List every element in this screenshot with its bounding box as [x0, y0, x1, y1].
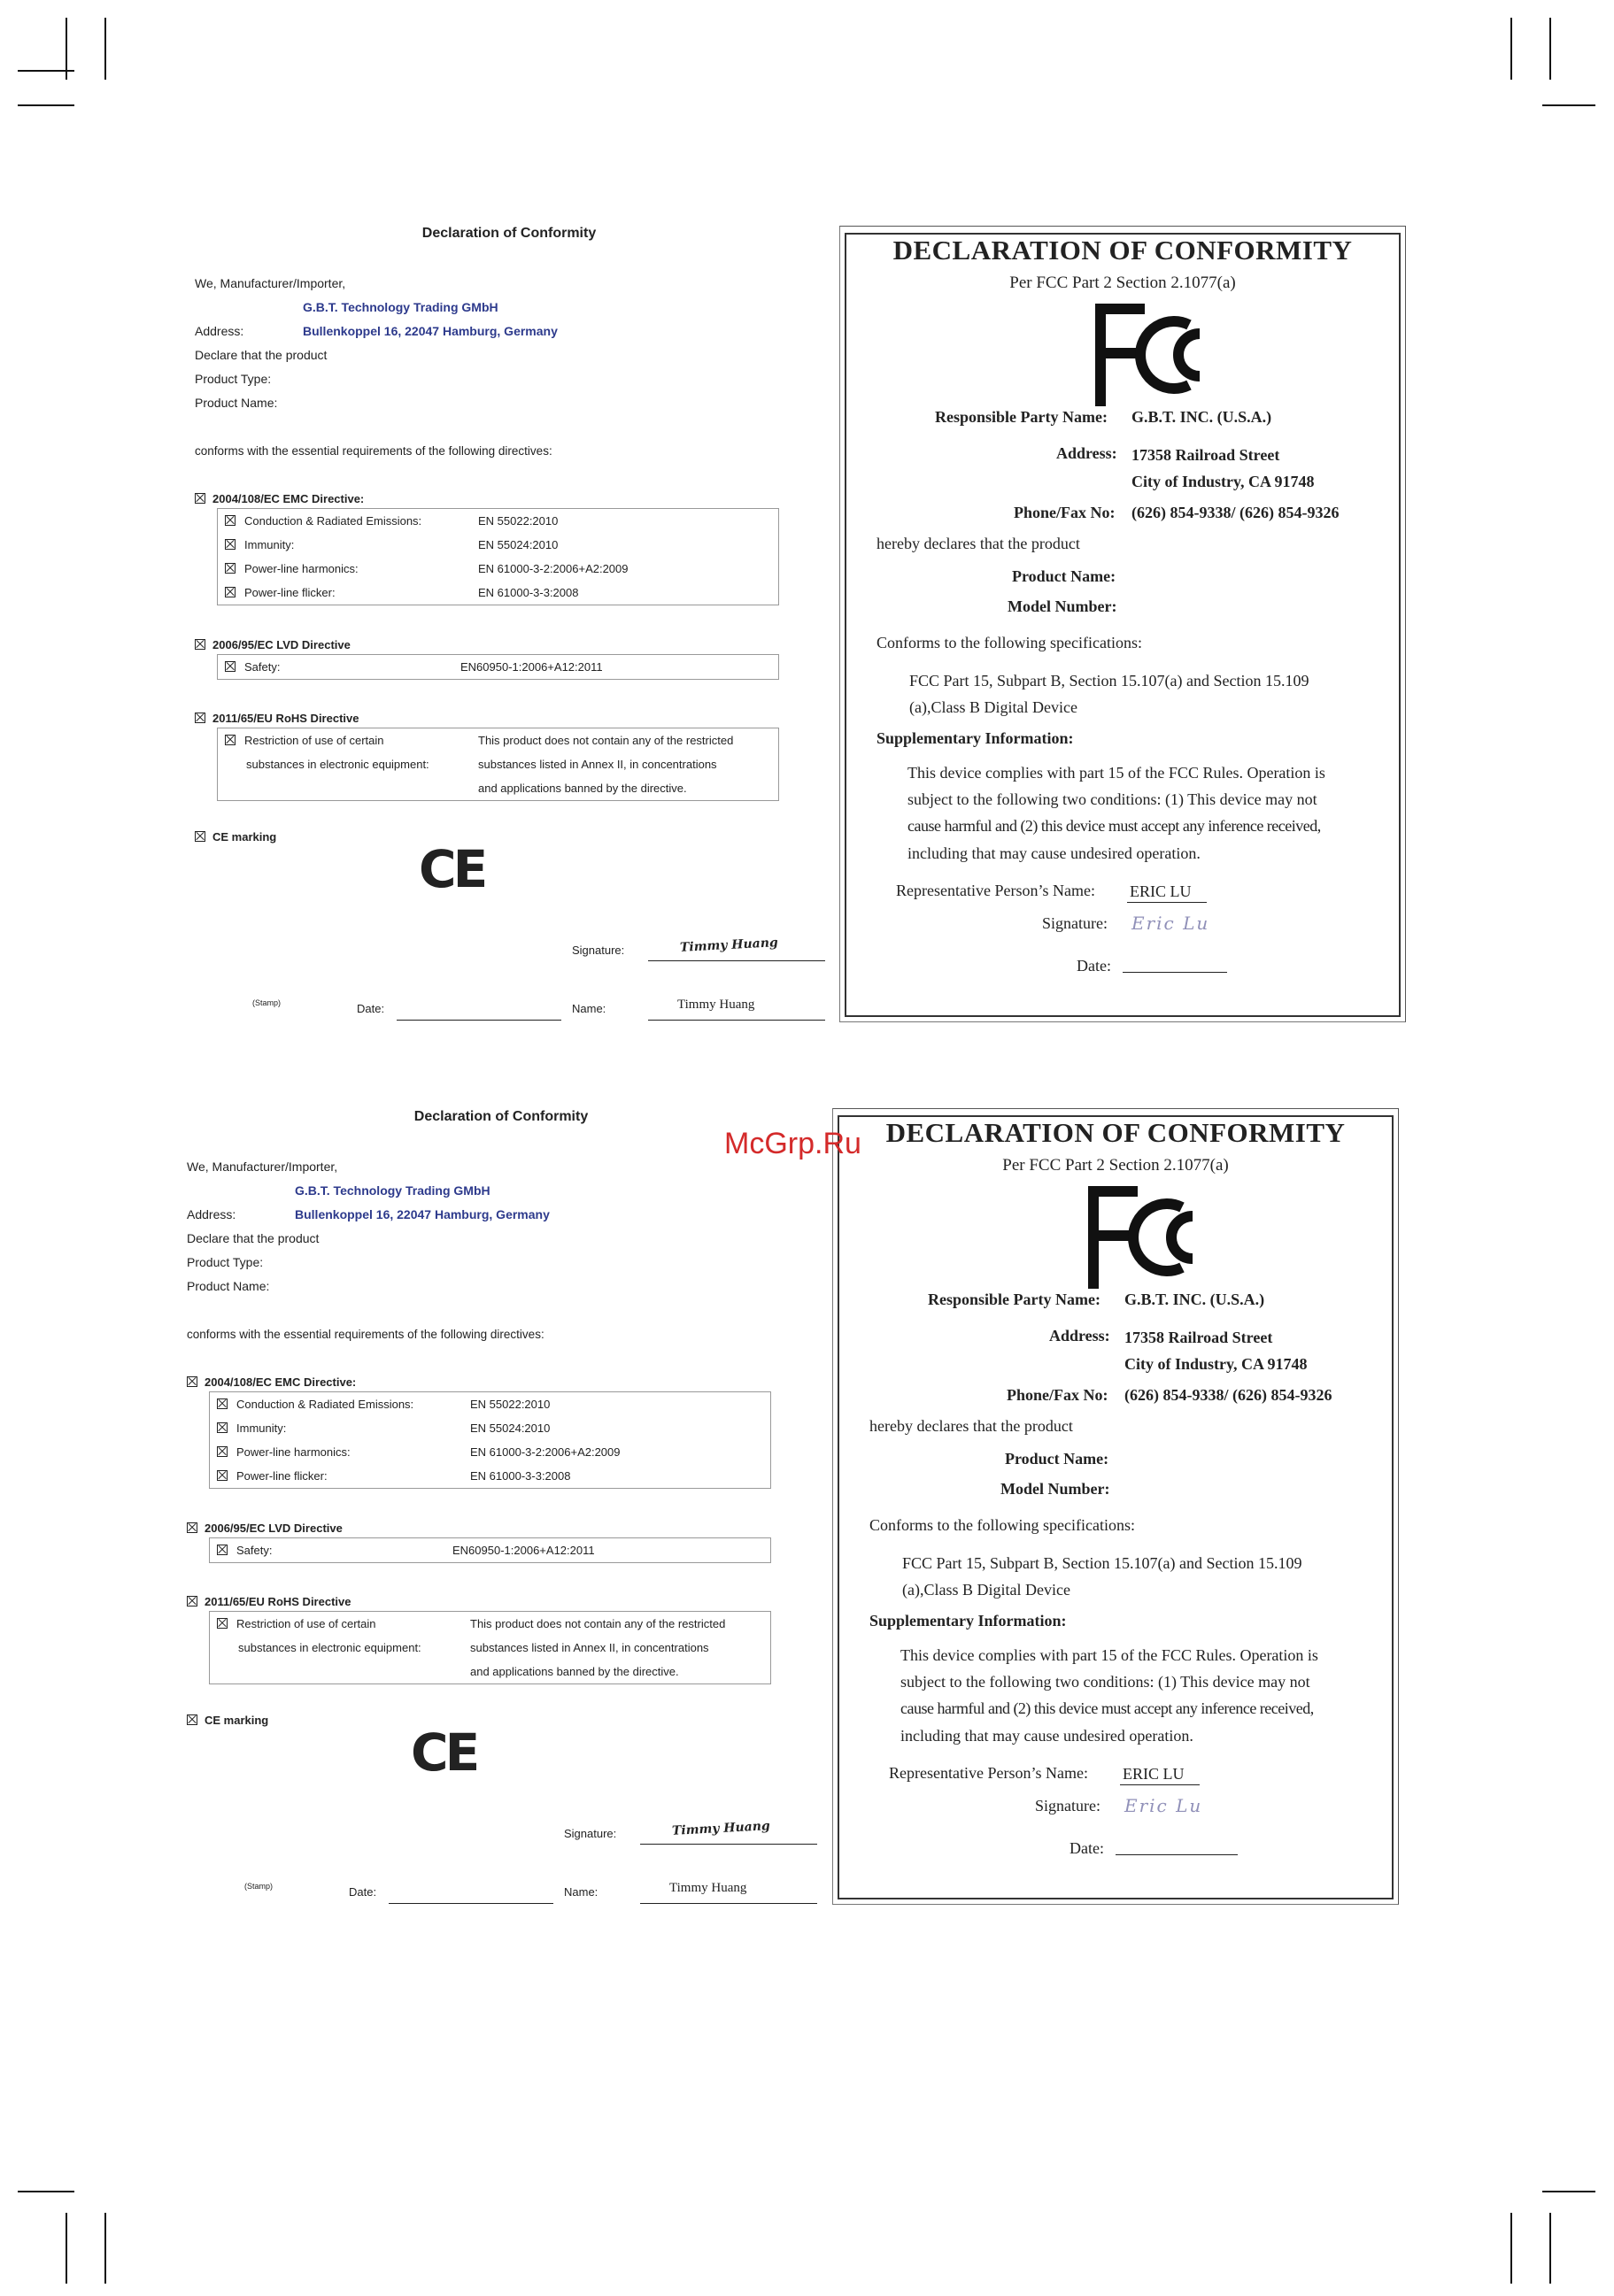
fcc-spec-2: (a),Class B Digital Device	[902, 1581, 1070, 1599]
eu-product-name: Product Name:	[195, 396, 278, 410]
fcc-spec-1: FCC Part 15, Subpart B, Section 15.107(a) and Section 15.109	[902, 1554, 1302, 1572]
crop-mark	[104, 2213, 106, 2284]
checkbox-checked-icon	[187, 1522, 197, 1533]
signature-line	[648, 943, 825, 961]
checkbox-checked-icon	[225, 661, 236, 672]
ce-marking: CE marking	[195, 825, 276, 849]
date-label: Date:	[349, 1885, 377, 1899]
fcc-responsible-label: Responsible Party Name:	[928, 1291, 1100, 1308]
watermark: McGrp.Ru	[724, 1127, 861, 1160]
fcc-para-2: subject to the following two conditions: (1) This device may not	[907, 790, 1317, 808]
stamp-label: (Stamp)	[252, 998, 282, 1007]
fcc-hereby: hereby declares that the product	[877, 535, 1080, 552]
fcc-conforms: Conforms to the following specifications:	[877, 634, 1142, 651]
crop-mark	[1542, 104, 1595, 106]
fcc-address-line2: City of Industry, CA 91748	[1124, 1355, 1308, 1373]
checkbox-checked-icon	[217, 1618, 228, 1629]
checkbox-checked-icon	[217, 1422, 228, 1433]
fcc-para-1: This device complies with part 15 of the FCC Rules. Operation is	[900, 1646, 1318, 1664]
checkbox-checked-icon	[225, 539, 236, 550]
checkbox-checked-icon	[217, 1470, 228, 1481]
signature-label: Signature:	[572, 944, 625, 957]
table-row: Power-line harmonics: EN 61000-3-2:2006+A2:2009	[218, 557, 778, 581]
rohs-table	[217, 728, 779, 801]
fcc-para-2: subject to the following two conditions: (1) This device may not	[900, 1673, 1310, 1691]
checkbox-checked-icon	[195, 831, 205, 842]
eu-declare: Declare that the product	[187, 1231, 320, 1245]
fcc-signature-label: Signature:	[1042, 914, 1108, 932]
fcc-rep-value: ERIC LU	[1123, 1765, 1185, 1783]
fcc-para-1: This device complies with part 15 of the FCC Rules. Operation is	[907, 764, 1325, 782]
eu-address-value: Bullenkoppel 16, 22047 Hamburg, Germany	[303, 324, 558, 338]
fcc-address-label: Address:	[1049, 1327, 1110, 1344]
table-row: Power-line flicker: EN 61000-3-3:2008	[210, 1464, 770, 1488]
fcc-para-3: cause harmful and (2) this device must accept any inference received,	[900, 1699, 1314, 1717]
fcc-phone-label: Phone/Fax No:	[1007, 1386, 1108, 1404]
fcc-responsible-label: Responsible Party Name:	[935, 408, 1108, 426]
checkbox-checked-icon	[195, 639, 205, 650]
crop-mark	[1510, 2213, 1512, 2284]
date-line	[397, 1002, 561, 1021]
name-value: Timmy Huang	[677, 998, 755, 1012]
crop-mark	[18, 2191, 74, 2192]
fcc-declaration-top	[839, 226, 1406, 1022]
checkbox-checked-icon	[195, 713, 205, 723]
fcc-para-4: including that may cause undesired operation.	[907, 844, 1201, 862]
table-row: substances in electronic equipment: substances listed in Annex II, in concentrations	[238, 1641, 709, 1654]
fcc-spec-2: (a),Class B Digital Device	[909, 698, 1077, 716]
rohs-table	[209, 1611, 771, 1684]
crop-mark	[104, 18, 106, 80]
fcc-hereby: hereby declares that the product	[869, 1417, 1073, 1435]
signature-script: Timmy Huang	[679, 936, 779, 955]
ce-marking: CE marking	[187, 1708, 268, 1732]
signature-label: Signature:	[564, 1827, 617, 1840]
fcc-logo-icon	[1086, 1184, 1210, 1291]
eu-product-type: Product Type:	[187, 1255, 264, 1269]
lvd-table	[209, 1537, 771, 1563]
table-row: Conduction & Radiated Emissions: EN 55022:2010	[210, 1392, 770, 1416]
fcc-signature-script: Eric Lu	[1124, 1795, 1203, 1816]
eu-product-name: Product Name:	[187, 1279, 270, 1293]
fcc-date-line	[1116, 1854, 1238, 1855]
eu-address-label: Address:	[195, 324, 244, 338]
lvd-table	[217, 654, 779, 680]
date-line	[389, 1885, 553, 1904]
table-row: Safety: EN60950-1:2006+A12:2011	[210, 1538, 770, 1562]
fcc-logo-icon	[1093, 302, 1217, 408]
table-row: Immunity: EN 55024:2010	[210, 1416, 770, 1440]
checkbox-checked-icon	[195, 493, 205, 504]
fcc-responsible-value: G.B.T. INC. (U.S.A.)	[1131, 408, 1272, 426]
stamp-label: (Stamp)	[244, 1882, 274, 1891]
table-row: Restriction of use of certain This product does not contain any of the restricted	[210, 1612, 770, 1636]
fcc-para-3: cause harmful and (2) this device must accept any inference received,	[907, 817, 1321, 835]
fcc-subtitle: Per FCC Part 2 Section 2.1077(a)	[1002, 1156, 1229, 1175]
fcc-para-4: including that may cause undesired operation.	[900, 1727, 1193, 1745]
eu-declaration-bottom	[187, 1105, 824, 1919]
table-row: substances in electronic equipment: substances listed in Annex II, in concentrations	[246, 758, 717, 771]
fcc-spec-1: FCC Part 15, Subpart B, Section 15.107(a) and Section 15.109	[909, 672, 1309, 690]
checkbox-checked-icon	[217, 1545, 228, 1555]
crop-mark	[1549, 2213, 1551, 2284]
fcc-phone-value: (626) 854-9338/ (626) 854-9326	[1124, 1386, 1332, 1404]
eu-product-type: Product Type:	[195, 372, 272, 386]
fcc-supplementary: Supplementary Information:	[877, 729, 1074, 747]
fcc-date-line	[1123, 972, 1227, 973]
table-row: and applications banned by the directive.	[470, 1665, 679, 1678]
checkbox-checked-icon	[217, 1398, 228, 1409]
ce-mark-logo: CE	[419, 839, 485, 899]
fcc-product-name: Product Name:	[1012, 567, 1116, 585]
table-row: Power-line harmonics: EN 61000-3-2:2006+A2:2009	[210, 1440, 770, 1464]
fcc-subtitle: Per FCC Part 2 Section 2.1077(a)	[1009, 274, 1236, 292]
crop-mark	[18, 104, 74, 106]
date-label: Date:	[357, 1002, 385, 1015]
ce-mark-logo: CE	[411, 1722, 477, 1783]
fcc-responsible-value: G.B.T. INC. (U.S.A.)	[1124, 1291, 1265, 1308]
fcc-phone-value: (626) 854-9338/ (626) 854-9326	[1131, 504, 1340, 521]
eu-declaration-top	[195, 221, 832, 1036]
checkbox-checked-icon	[225, 735, 236, 745]
fcc-address-line2: City of Industry, CA 91748	[1131, 473, 1315, 490]
name-value: Timmy Huang	[669, 1881, 747, 1895]
fcc-product-name: Product Name:	[1005, 1450, 1109, 1468]
crop-mark	[1510, 18, 1512, 80]
eu-title: Declaration of Conformity	[421, 226, 597, 241]
fcc-conforms: Conforms to the following specifications:	[869, 1516, 1135, 1534]
fcc-address-line1: 17358 Railroad Street	[1124, 1329, 1273, 1346]
fcc-rep-label: Representative Person’s Name:	[889, 1764, 1088, 1782]
checkbox-checked-icon	[225, 587, 236, 597]
emc-table	[217, 508, 779, 605]
eu-intro: We, Manufacturer/Importer,	[195, 276, 346, 290]
fcc-rep-label: Representative Person’s Name:	[896, 882, 1095, 899]
fcc-signature-label: Signature:	[1035, 1797, 1100, 1814]
name-label: Name:	[564, 1885, 598, 1899]
emc-table	[209, 1391, 771, 1489]
crop-mark	[1549, 18, 1551, 80]
name-label: Name:	[572, 1002, 606, 1015]
signature-line	[640, 1826, 817, 1845]
fcc-title: DECLARATION OF CONFORMITY	[885, 1117, 1346, 1148]
lvd-directive: 2006/95/EC LVD Directive	[195, 633, 351, 657]
name-line	[648, 1002, 825, 1021]
crop-mark	[1542, 2191, 1595, 2192]
fcc-model-number: Model Number:	[1000, 1480, 1110, 1498]
checkbox-checked-icon	[187, 1714, 197, 1725]
fcc-supplementary: Supplementary Information:	[869, 1612, 1067, 1630]
fcc-title: DECLARATION OF CONFORMITY	[892, 235, 1353, 266]
eu-intro: We, Manufacturer/Importer,	[187, 1160, 338, 1174]
rohs-directive: 2011/65/EU RoHS Directive	[195, 706, 359, 730]
fcc-date-label: Date:	[1077, 957, 1111, 975]
fcc-rep-value: ERIC LU	[1130, 882, 1192, 900]
crop-mark	[18, 70, 74, 72]
signature-script: Timmy Huang	[671, 1819, 771, 1838]
emc-directive: 2004/108/EC EMC Directive:	[195, 487, 364, 511]
checkbox-checked-icon	[225, 563, 236, 574]
fcc-signature-script: Eric Lu	[1131, 913, 1210, 934]
emc-directive: 2004/108/EC EMC Directive:	[187, 1370, 356, 1394]
fcc-phone-label: Phone/Fax No:	[1014, 504, 1116, 521]
checkbox-checked-icon	[187, 1596, 197, 1606]
checkbox-checked-icon	[217, 1446, 228, 1457]
crop-mark	[66, 2213, 67, 2284]
rohs-directive: 2011/65/EU RoHS Directive	[187, 1590, 351, 1614]
lvd-directive: 2006/95/EC LVD Directive	[187, 1516, 343, 1540]
checkbox-checked-icon	[187, 1376, 197, 1387]
fcc-address-label: Address:	[1056, 444, 1117, 462]
eu-conforms: conforms with the essential requirements of the following directives:	[187, 1328, 544, 1341]
eu-company: G.B.T. Technology Trading GMbH	[295, 1183, 490, 1198]
fcc-date-label: Date:	[1070, 1839, 1104, 1857]
table-row: and applications banned by the directive.	[478, 782, 687, 795]
table-row: Conduction & Radiated Emissions: EN 55022:2010	[218, 509, 778, 533]
table-row: Power-line flicker: EN 61000-3-3:2008	[218, 581, 778, 605]
eu-declare: Declare that the product	[195, 348, 328, 362]
eu-address-value: Bullenkoppel 16, 22047 Hamburg, Germany	[295, 1207, 550, 1221]
checkbox-checked-icon	[225, 515, 236, 526]
eu-address-label: Address:	[187, 1207, 236, 1221]
table-row: Restriction of use of certain This product does not contain any of the restricted	[218, 728, 778, 752]
eu-conforms: conforms with the essential requirements of the following directives:	[195, 444, 552, 458]
fcc-model-number: Model Number:	[1008, 597, 1117, 615]
table-row: Immunity: EN 55024:2010	[218, 533, 778, 557]
name-line	[640, 1885, 817, 1904]
eu-company: G.B.T. Technology Trading GMbH	[303, 300, 498, 314]
fcc-declaration-bottom	[832, 1108, 1399, 1905]
eu-title: Declaration of Conformity	[413, 1109, 589, 1124]
fcc-address-line1: 17358 Railroad Street	[1131, 446, 1280, 464]
table-row: Safety: EN60950-1:2006+A12:2011	[218, 655, 778, 679]
